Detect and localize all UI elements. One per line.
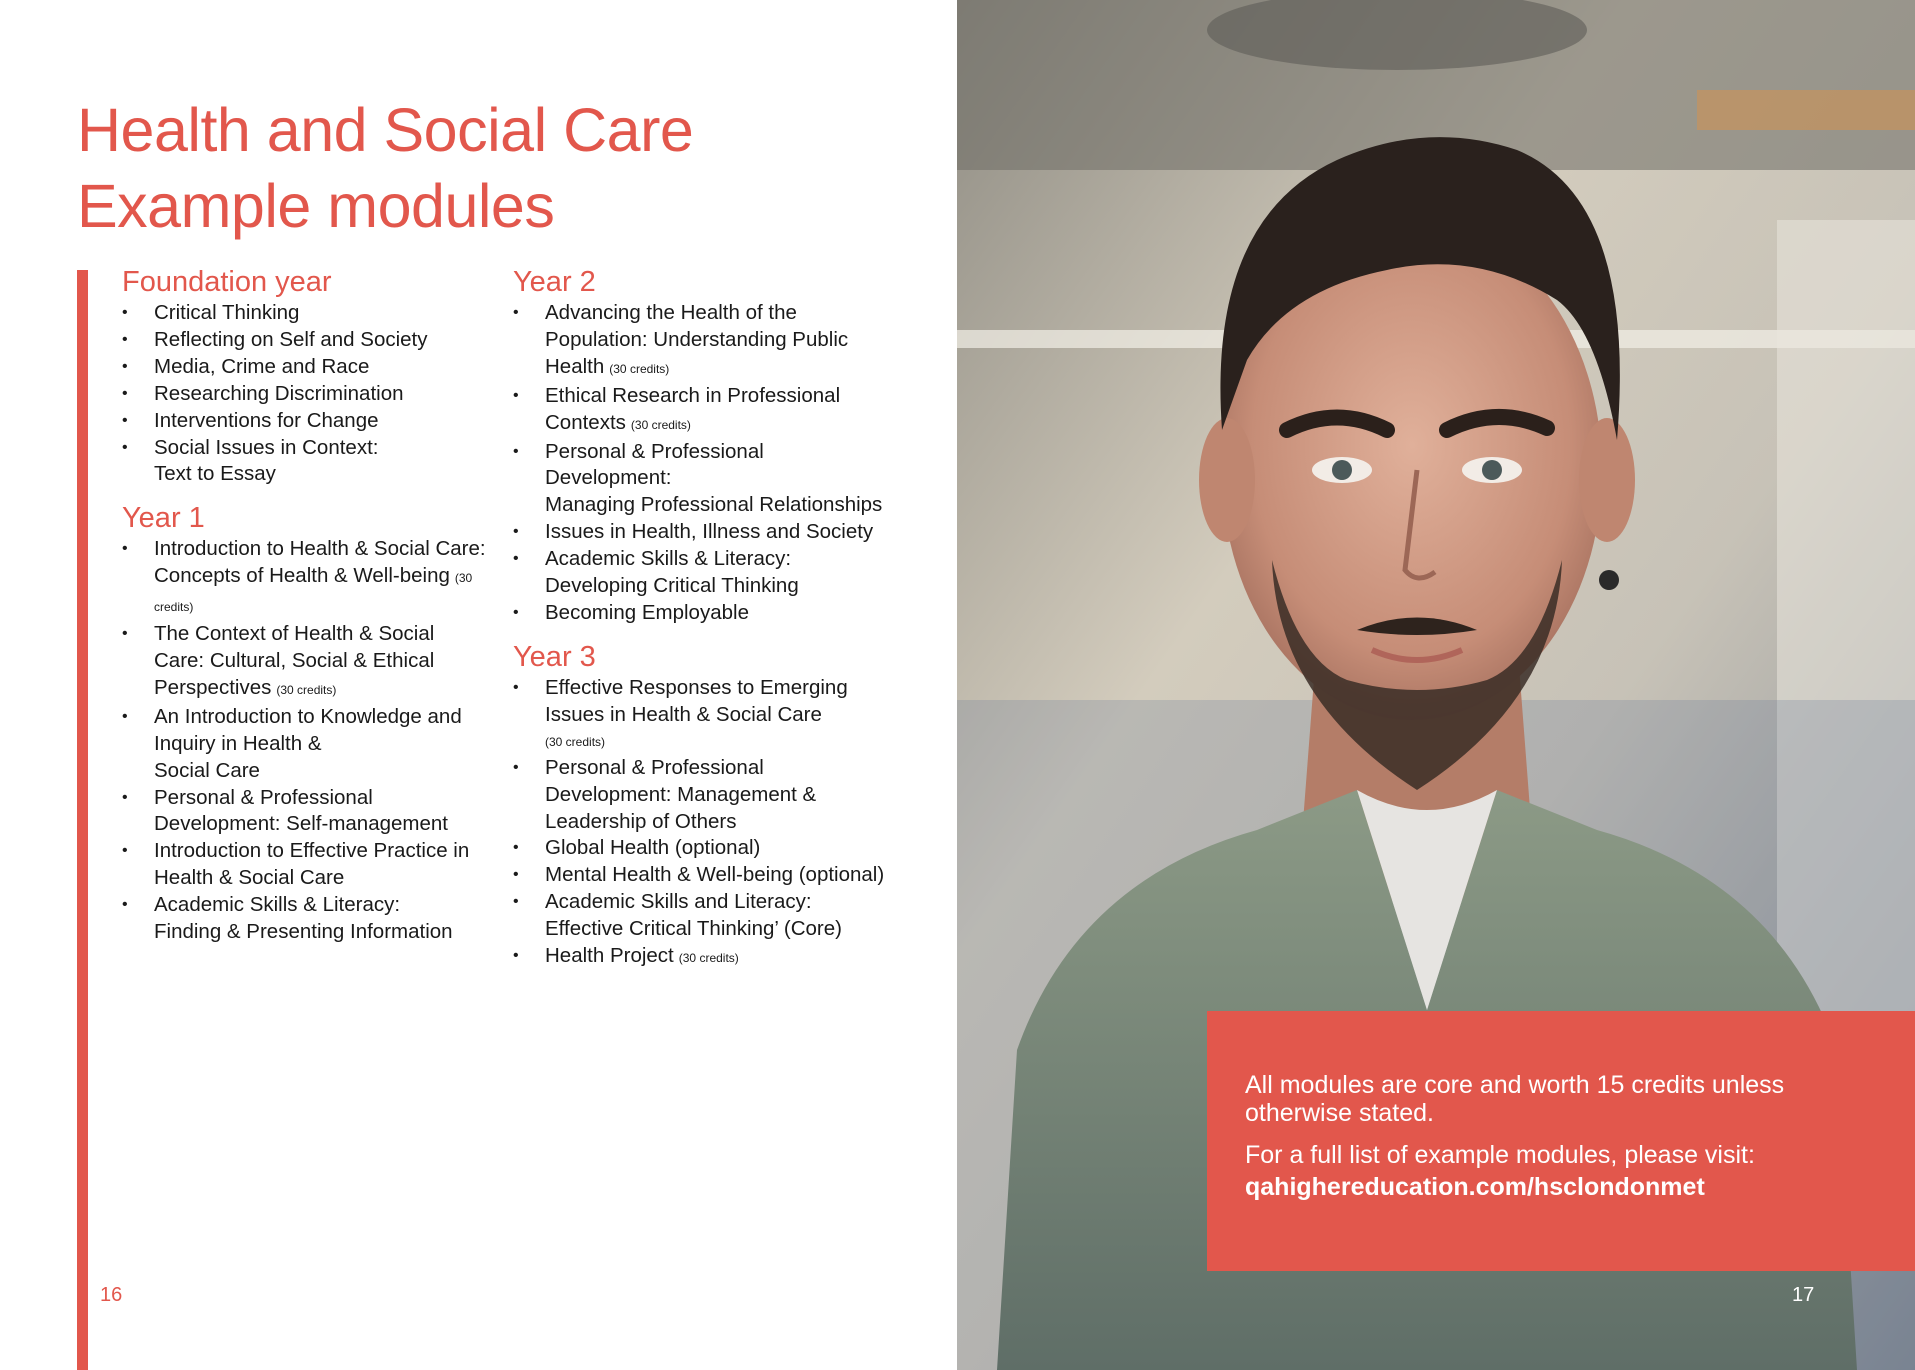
module-name: Academic Skills & Literacy: xyxy=(154,893,401,917)
accent-bar xyxy=(77,270,88,1370)
module-name-continued: Text to Essay xyxy=(154,462,276,486)
bullet-icon: • xyxy=(513,304,519,321)
list-item xyxy=(122,785,487,839)
left-page xyxy=(0,0,957,1370)
module-name: An Introduction to Knowledge and Inquiry in Health & xyxy=(154,704,462,755)
bullet-icon: • xyxy=(513,758,519,776)
page-number-left: 16 xyxy=(100,1284,123,1306)
list-item xyxy=(513,755,893,836)
bullet-icon: • xyxy=(513,442,519,460)
bullet-icon: • xyxy=(122,330,128,348)
section-heading: Foundation year xyxy=(122,266,332,298)
bullet-icon: • xyxy=(122,357,128,375)
module-column-left xyxy=(122,264,487,946)
module-name-continued: Finding & Presenting Information xyxy=(154,920,453,944)
list-item xyxy=(513,546,893,600)
list-item xyxy=(513,383,893,439)
bunting-decoration xyxy=(1697,90,1915,130)
module-name-continued: Developing Critical Thinking xyxy=(545,574,799,598)
module-name: Introduction to Effective Practice in Health & Social Care xyxy=(154,839,470,890)
list-item xyxy=(122,838,487,892)
section-heading: Year 3 xyxy=(513,640,596,673)
list-item xyxy=(513,675,893,755)
bullet-icon: • xyxy=(122,411,128,429)
bullet-icon: • xyxy=(122,625,128,643)
module-name: Personal & Professional Development: Self-management xyxy=(154,785,448,836)
list-item xyxy=(122,381,487,408)
list-item xyxy=(513,439,893,520)
module-name: Academic Skills and Literacy: xyxy=(545,890,812,914)
bullet-icon: • xyxy=(513,839,519,857)
bullet-icon: • xyxy=(122,842,128,860)
module-name: Global Health (optional) xyxy=(545,836,761,860)
bullet-icon: • xyxy=(513,603,519,621)
credits-note: (30 credits) xyxy=(545,734,606,749)
credits-note: (30 credits) xyxy=(678,951,739,966)
module-name: Advancing the Health of the Population: Understanding Public Health xyxy=(545,301,849,378)
bullet-icon: • xyxy=(513,947,519,965)
bullet-icon: • xyxy=(122,707,128,725)
right-iris xyxy=(1482,460,1502,480)
left-iris xyxy=(1332,460,1352,480)
module-column-right xyxy=(513,264,893,972)
module-name: Personal & Professional Development: Management & Leadership of Others xyxy=(545,755,817,833)
credits-statement: All modules are core and worth 15 credits unless otherwise stated. xyxy=(1245,1071,1785,1127)
bullet-icon: • xyxy=(513,893,519,911)
list-item xyxy=(513,600,893,627)
bullet-icon: • xyxy=(513,550,519,568)
module-name: Introduction to Health & Social Care: Concepts of Health & Well-being xyxy=(154,537,486,588)
module-name: Health Project xyxy=(545,944,674,968)
module-name: Mental Health & Well-being (optional) xyxy=(545,863,885,887)
page-number-right: 17 xyxy=(1792,1284,1815,1306)
bullet-icon: • xyxy=(122,384,128,402)
website-link[interactable]: qahighereducation.com/hsclondonmet xyxy=(1245,1173,1705,1201)
module-name: Media, Crime and Race xyxy=(154,354,370,378)
module-name: Ethical Research in Professional Contexts xyxy=(545,383,841,434)
credits-note: (30 credits) xyxy=(154,571,473,615)
page-title xyxy=(77,92,693,244)
title-line-2: Example modules xyxy=(77,172,555,240)
module-name: Social Issues in Context: xyxy=(154,435,379,459)
module-name: Critical Thinking xyxy=(154,301,300,324)
module-list xyxy=(513,300,893,627)
section-year-1 xyxy=(122,500,487,946)
module-name-continued: Managing Professional Relationships xyxy=(545,493,883,517)
list-item xyxy=(122,300,487,327)
list-item xyxy=(513,943,893,972)
module-name-continued: Effective Critical Thinking’ (Core) xyxy=(545,917,842,941)
module-name: Researching Discrimination xyxy=(154,381,404,405)
list-item xyxy=(513,519,893,546)
bullet-icon: • xyxy=(513,386,519,404)
list-item xyxy=(122,621,487,704)
title-line-1: Health and Social Care xyxy=(77,96,694,164)
bullet-icon: • xyxy=(513,523,519,541)
list-item xyxy=(513,889,893,943)
list-item xyxy=(122,327,487,354)
list-item xyxy=(122,408,487,435)
list-item xyxy=(122,536,487,621)
info-text xyxy=(1245,1071,1885,1201)
section-year-2 xyxy=(513,264,893,627)
credits-note: (30 credits) xyxy=(276,682,337,697)
bullet-icon: • xyxy=(122,788,128,806)
bullet-icon: • xyxy=(513,678,519,696)
bullet-icon: • xyxy=(122,540,128,558)
bullet-icon: • xyxy=(513,866,519,884)
section-year-3 xyxy=(513,639,893,972)
module-name: Academic Skills & Literacy: xyxy=(545,547,792,571)
right-ear xyxy=(1579,418,1635,542)
section-foundation-year xyxy=(122,264,487,488)
bullet-icon: • xyxy=(122,304,128,321)
list-item xyxy=(122,704,487,785)
module-name: The Context of Health & Social Care: Cultural, Social & Ethical Perspectives xyxy=(154,622,435,699)
section-heading: Year 1 xyxy=(122,502,205,535)
section-heading: Year 2 xyxy=(513,266,596,298)
module-list xyxy=(513,675,893,972)
module-name: Personal & Professional Development: xyxy=(545,439,764,490)
bullet-icon: • xyxy=(122,896,128,914)
list-item xyxy=(122,435,487,489)
list-item xyxy=(513,862,893,889)
module-name: Issues in Health, Illness and Society xyxy=(545,520,874,544)
credits-note: (30 credits) xyxy=(609,361,670,376)
credits-note: (30 credits) xyxy=(630,417,691,432)
module-list xyxy=(122,536,487,946)
earring xyxy=(1599,570,1619,590)
bullet-icon: • xyxy=(122,438,128,456)
info-box xyxy=(1207,1011,1915,1271)
module-name: Reflecting on Self and Society xyxy=(154,327,428,351)
module-name-continued: Social Care xyxy=(154,758,260,782)
module-list xyxy=(122,300,487,488)
visit-statement xyxy=(1245,1141,1885,1201)
module-name: Becoming Employable xyxy=(545,600,749,624)
list-item xyxy=(122,892,487,946)
module-name: Effective Responses to Emerging Issues in Health & Social Care xyxy=(545,675,848,726)
list-item xyxy=(122,354,487,381)
list-item xyxy=(513,300,893,383)
list-item xyxy=(513,835,893,862)
module-name: Interventions for Change xyxy=(154,408,379,432)
left-ear xyxy=(1199,418,1255,542)
visit-label: For a full list of example modules, please visit: xyxy=(1245,1141,1755,1169)
